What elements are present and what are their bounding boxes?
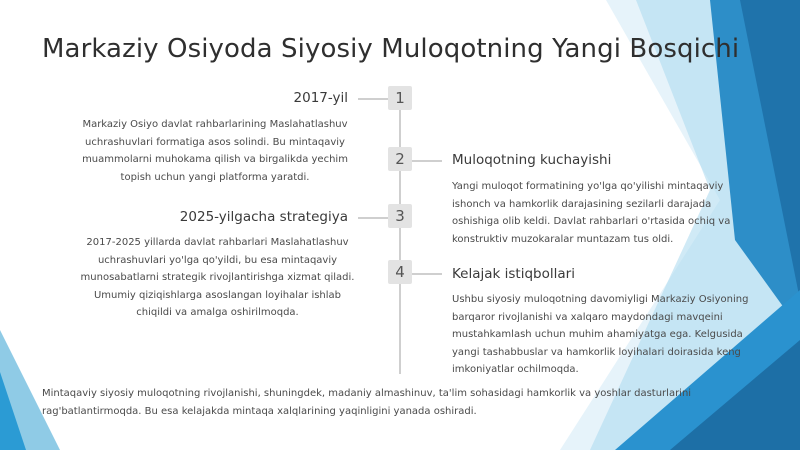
timeline-heading-1: 2017-yil bbox=[293, 90, 348, 106]
timeline-heading-4: Kelajak istiqbollari bbox=[452, 266, 575, 282]
timeline-text-3: 2017-2025 yillarda davlat rahbarlari Maslahatlashuv uchrashuvlari yo'lga qo'yildi, bu esa mintaqaviy munosabatlarni strategik rivojlantirishga xizmat qiladi. Umumiy qiziqishlarga asoslangan loyihalar ishlab chiqildi va amalga oshirilmoqda. bbox=[80, 237, 355, 318]
timeline-connector-4 bbox=[412, 273, 442, 275]
timeline-connector-2 bbox=[412, 160, 442, 162]
timeline-number-1: 1 bbox=[388, 86, 412, 110]
slide-title: Markaziy Osiyoda Siyosiy Muloqotning Yangi Bosqichi bbox=[42, 34, 740, 64]
timeline-text-2: Yangi muloqot formatining yo'lga qo'yilishi mintaqaviy ishonch va hamkorlik darajasining sezilarli darajada oshishiga olib keldi. Davlat rahbarlari o'rtasida ochiq va konstruktiv muzokaralar muntazam tus oldi. bbox=[452, 181, 731, 245]
timeline-connector-3 bbox=[358, 217, 388, 219]
timeline-number-4: 4 bbox=[388, 260, 412, 284]
timeline-connector-1 bbox=[358, 98, 388, 100]
timeline-heading-2: Muloqotning kuchayishi bbox=[452, 152, 612, 168]
timeline-heading-3: 2025-yilgacha strategiya bbox=[179, 209, 348, 225]
timeline-number-3: 3 bbox=[388, 204, 412, 228]
timeline-text-1: Markaziy Osiyo davlat rahbarlarining Maslahatlashuv uchrashuvlari formatiga asos solindi. Bu mintaqaviy muammolarni muhokama qilish va birgalikda yechim topish uchun yangi platforma yaratdi. bbox=[82, 119, 348, 183]
slide-footer-text: Mintaqaviy siyosiy muloqotning rivojlanishi, shuningdek, madaniy almashinuv, ta'lim sohasidagi hamkorlik va yoshlar dasturlarini rag'batlantirmoqda. Bu esa kelajakda mintaqa xalqlarining yaqinligini yanada oshiradi. bbox=[42, 388, 692, 417]
timeline-text-4: Ushbu siyosiy muloqotning davomiyligi Markaziy Osiyoning barqaror rivojlanishi va xalqaro maydondagi mavqeini mustahkamlash uchun muhim ahamiyatga ega. Kelgusida yangi tashabbuslar va hamkorlik loyihalari doirasida keng imkoniyatlar ochilmoqda. bbox=[452, 294, 749, 375]
timeline-number-2: 2 bbox=[388, 147, 412, 171]
timeline-line bbox=[399, 96, 401, 374]
